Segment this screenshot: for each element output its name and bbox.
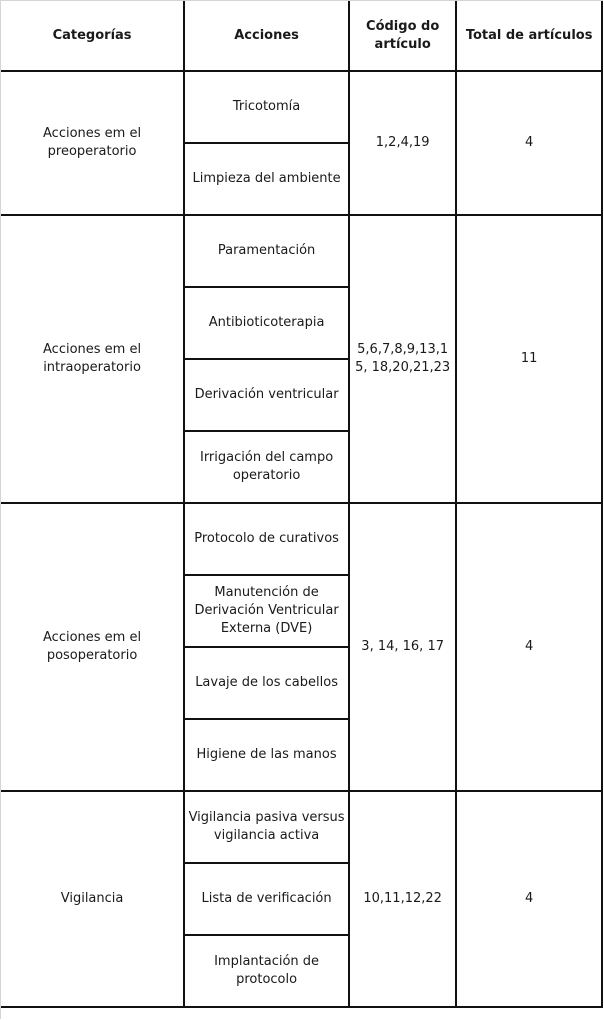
action-cell: Tricotomía xyxy=(184,71,349,143)
action-cell: Limpieza del ambiente xyxy=(184,143,349,215)
code-cell: 10,11,12,22 xyxy=(349,791,456,1007)
action-cell: Antibioticoterapia xyxy=(184,287,349,359)
action-cell: Lavaje de los cabellos xyxy=(184,647,349,719)
action-cell: Implantación de protocolo xyxy=(184,935,349,1007)
total-cell: 11 xyxy=(456,215,602,503)
action-cell: Paramentación xyxy=(184,215,349,287)
action-cell: Higiene de las manos xyxy=(184,719,349,791)
total-cell: 4 xyxy=(456,71,602,215)
category-cell: Acciones em el posoperatorio xyxy=(1,503,184,791)
categories-table xyxy=(1,1,603,1008)
action-cell: Manutención de Derivación Ventricular Externa (DVE) xyxy=(184,575,349,647)
category-cell: Acciones em el intraoperatorio xyxy=(1,215,184,503)
action-cell: Lista de verificación xyxy=(184,863,349,935)
code-cell: 3, 14, 16, 17 xyxy=(349,503,456,791)
category-cell: Vigilancia xyxy=(1,791,184,1007)
action-cell: Derivación ventricular xyxy=(184,359,349,431)
header-total: Total de artículos xyxy=(456,1,602,71)
header-code: Código do artículo xyxy=(349,1,456,71)
header-category: Categorías xyxy=(1,1,184,71)
header-actions: Acciones xyxy=(184,1,349,71)
code-cell: 1,2,4,19 xyxy=(349,71,456,215)
table-row xyxy=(1,71,602,143)
total-cell: 4 xyxy=(456,791,602,1007)
action-cell: Protocolo de curativos xyxy=(184,503,349,575)
header-row xyxy=(1,1,602,71)
action-cell: Irrigación del campo operatorio xyxy=(184,431,349,503)
action-cell: Vigilancia pasiva versus vigilancia activa xyxy=(184,791,349,863)
total-cell: 4 xyxy=(456,503,602,791)
table-row xyxy=(1,503,602,575)
code-cell: 5,6,7,8,9,13,15, 18,20,21,23 xyxy=(349,215,456,503)
table-row xyxy=(1,791,602,863)
category-cell: Acciones em el preoperatorio xyxy=(1,71,184,215)
table-row xyxy=(1,215,602,287)
